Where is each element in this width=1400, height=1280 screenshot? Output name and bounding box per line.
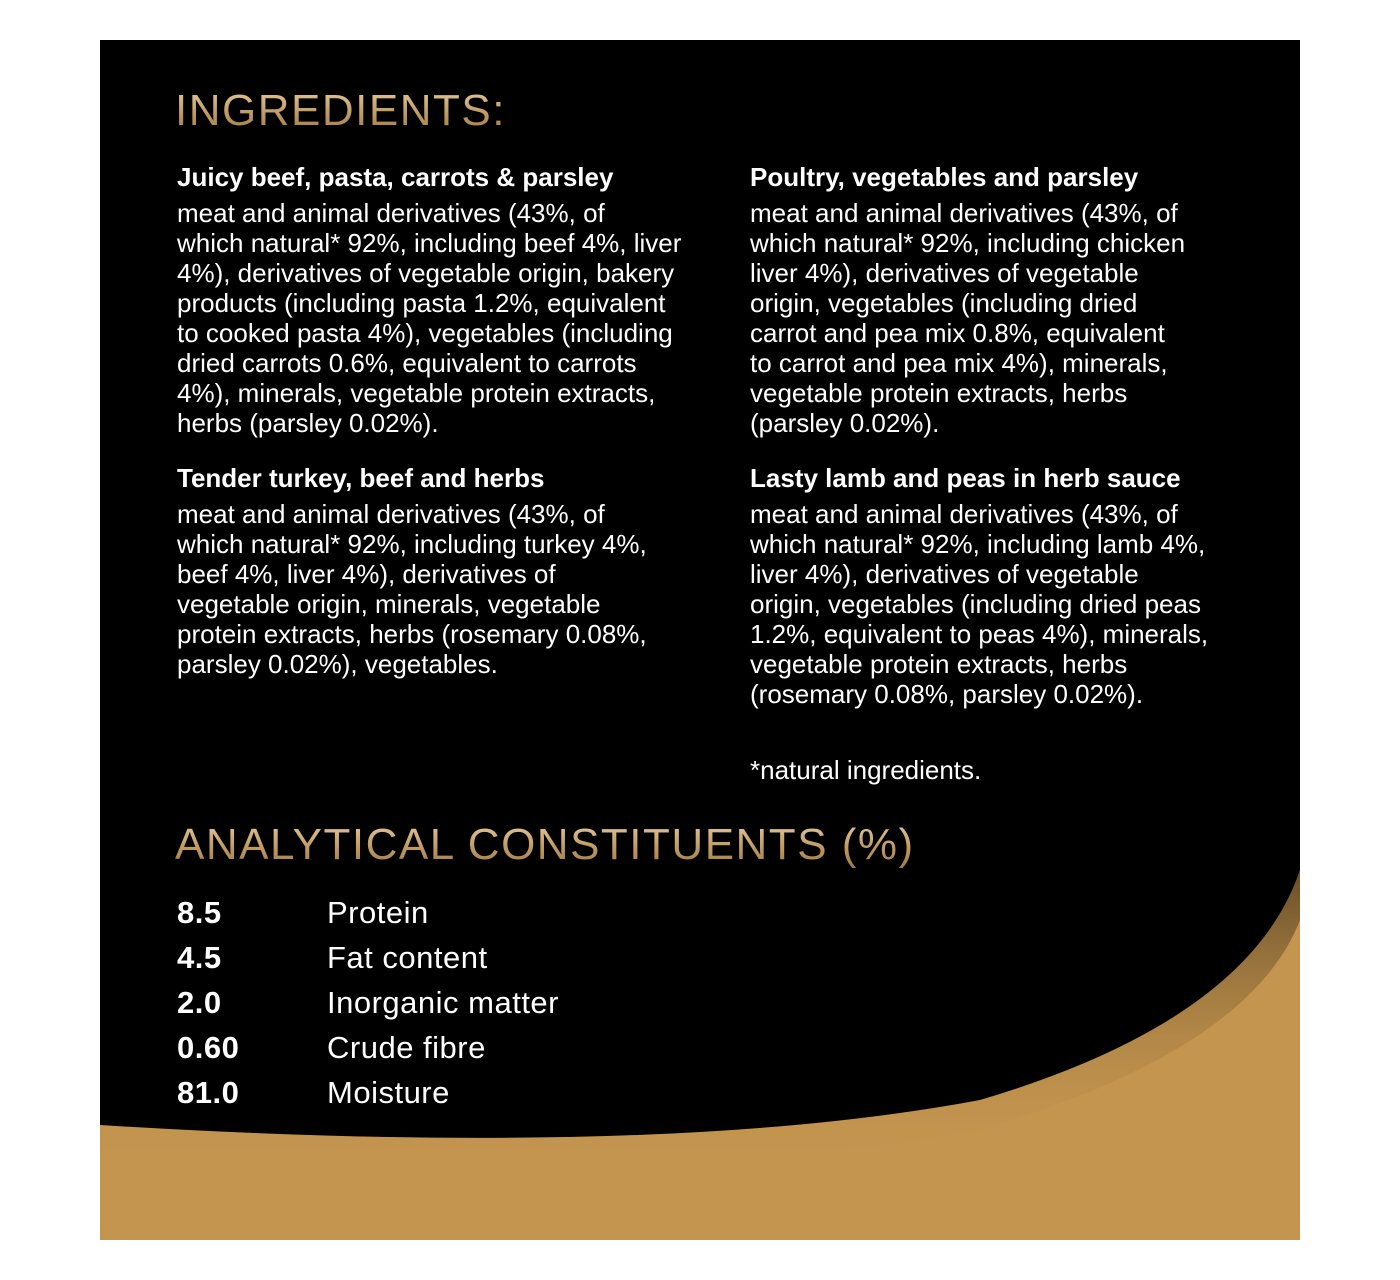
constituent-value: 8.5 (177, 894, 222, 930)
recipe-turkey-beef (177, 463, 717, 679)
constituent-row (177, 1070, 777, 1115)
constituent-value: 4.5 (177, 939, 222, 975)
recipe-lamb-peas (750, 463, 1250, 709)
analytical-constituents-list (177, 890, 777, 1115)
constituent-value: 0.60 (177, 1029, 240, 1065)
ingredients-panel (100, 40, 1300, 1240)
constituent-value: 81.0 (177, 1074, 240, 1110)
recipe-title: Tender turkey, beef and herbs (177, 463, 545, 493)
analytical-constituents-heading: ANALYTICAL CONSTITUENTS (%) (175, 820, 915, 869)
constituent-row (177, 980, 777, 1025)
ingredients-heading: INGREDIENTS: (175, 86, 506, 135)
constituent-row (177, 935, 777, 980)
recipe-beef-pasta (177, 162, 717, 438)
constituent-label: Inorganic matter (327, 984, 559, 1020)
constituent-label: Protein (327, 894, 429, 930)
constituent-label: Fat content (327, 939, 488, 975)
constituent-value: 2.0 (177, 984, 222, 1020)
recipe-title: Lasty lamb and peas in herb sauce (750, 463, 1181, 493)
recipe-ingredients-text: meat and animal derivatives (43%, of which natural* 92%, including chicken liver 4%), derivatives of vegetable origin, vegetables (including dried carrot and pea mix 0.8%, equivalent to carrot and pea mix 4%), minerals, vegetable protein extracts, herbs (parsley 0.02%). (750, 198, 1186, 438)
constituent-label: Crude fibre (327, 1029, 486, 1065)
recipe-ingredients-text: meat and animal derivatives (43%, of which natural* 92%, including lamb 4%, liver 4%), derivatives of vegetable origin, vegetables (including dried peas 1.2%, equivalent to peas 4%), minerals, vegetable protein extracts, herbs (rosemary 0.08%, parsley 0.02%). (750, 499, 1209, 709)
recipe-title: Poultry, vegetables and parsley (750, 162, 1139, 192)
recipe-ingredients-text: meat and animal derivatives (43%, of which natural* 92%, including turkey 4%, beef 4%, liver 4%), derivatives of vegetable origin, minerals, vegetable protein extracts, herbs (rosemary 0.08%, parsley 0.02%), vegetables. (177, 499, 647, 679)
constituent-row (177, 890, 777, 935)
recipe-poultry-vegetables (750, 162, 1250, 438)
constituent-row (177, 1025, 777, 1070)
recipe-title: Juicy beef, pasta, carrots & parsley (177, 162, 614, 192)
constituent-label: Moisture (327, 1074, 450, 1110)
recipe-ingredients-text: meat and animal derivatives (43%, of which natural* 92%, including beef 4%, liver 4%), derivatives of vegetable origin, bakery products (including pasta 1.2%, equivalent to cooked pasta 4%), vegetables (including dried carrots 0.6%, equivalent to carrots 4%), minerals, vegetable protein extracts, herbs (parsley 0.02%). (177, 198, 682, 438)
natural-ingredients-footnote: *natural ingredients. (750, 755, 982, 785)
